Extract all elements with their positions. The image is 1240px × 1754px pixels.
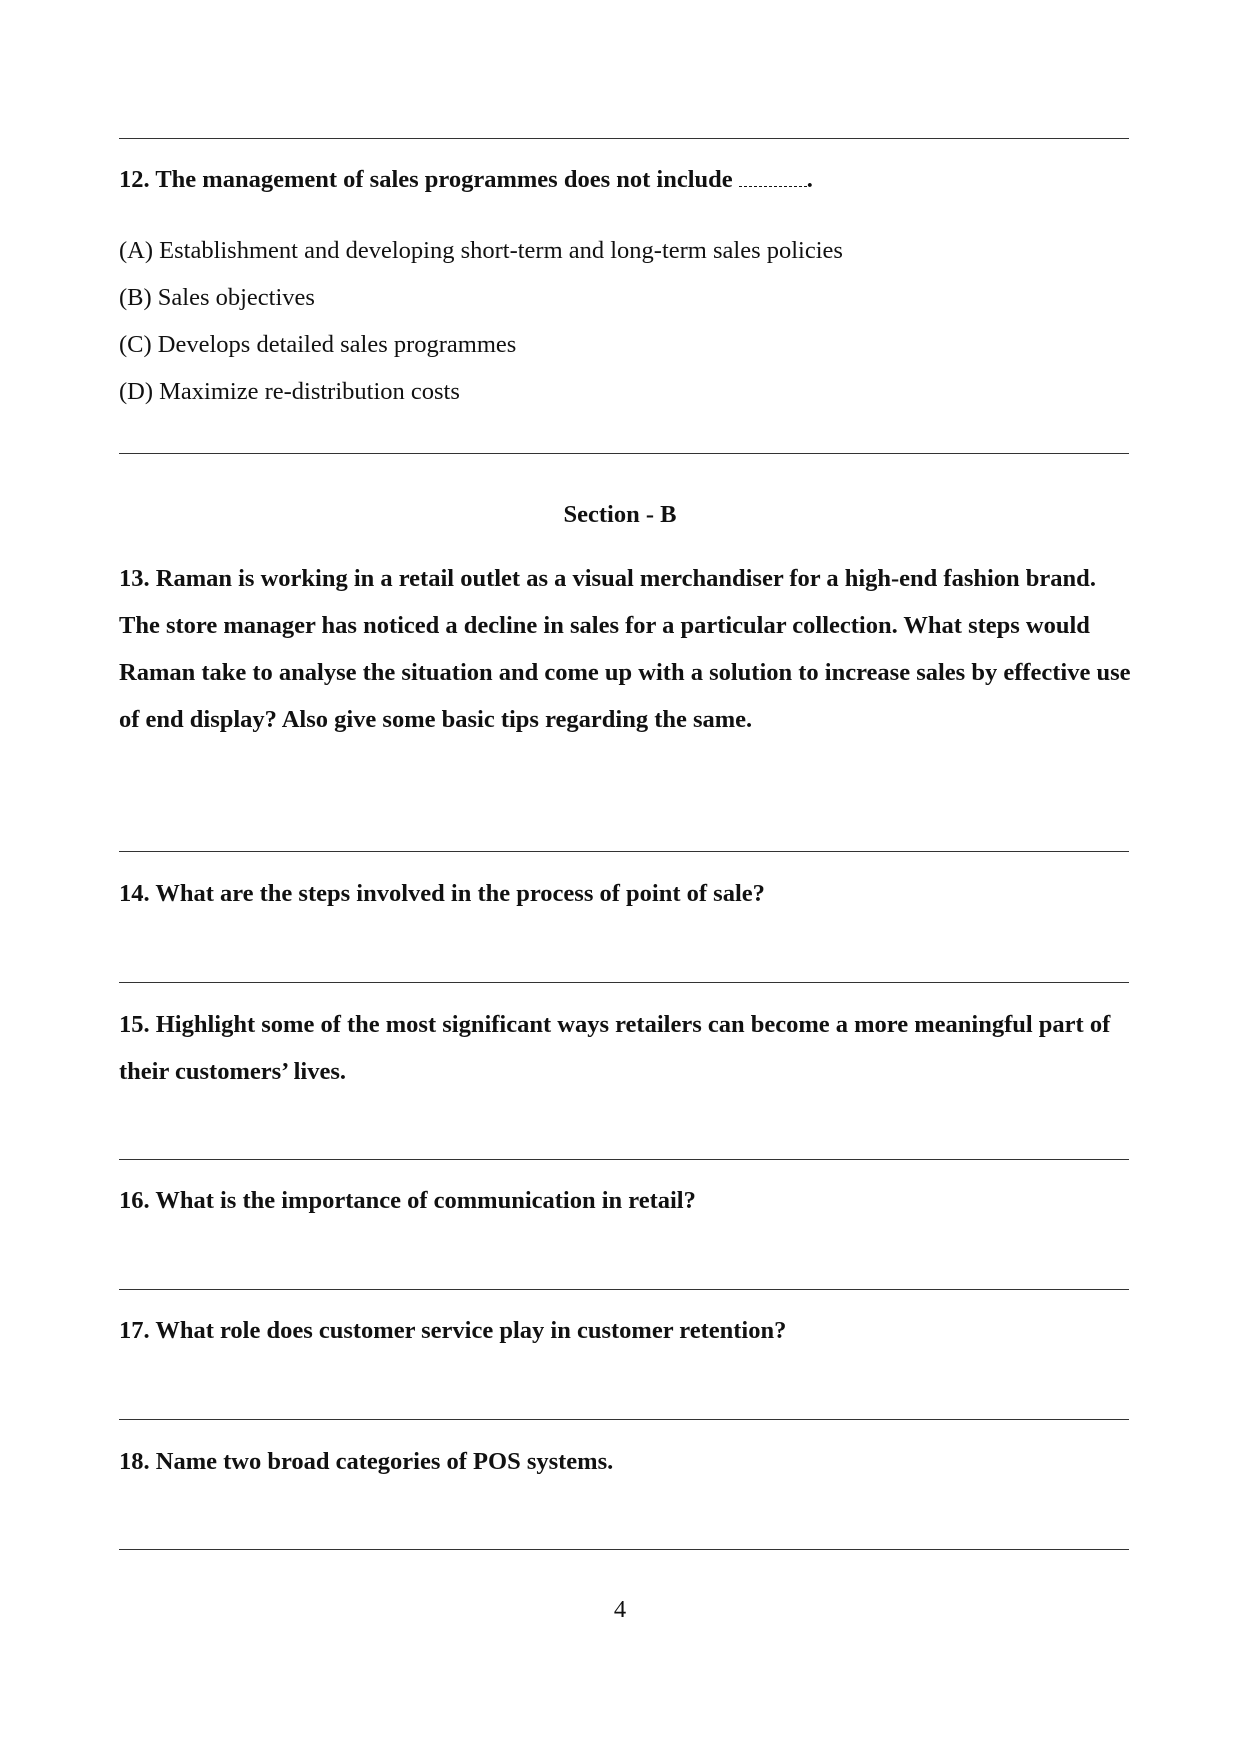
divider: [119, 1159, 1129, 1160]
divider: [119, 453, 1129, 454]
divider: [119, 851, 1129, 852]
divider: [119, 138, 1129, 139]
option-b: (B) Sales objectives: [119, 284, 315, 311]
question-number: 13.: [119, 565, 150, 592]
question-number: 16.: [119, 1187, 150, 1214]
question-14: [119, 870, 1131, 917]
question-text: Highlight some of the most significant ways retailers can become a more meaningful part of their customers’ lives.: [119, 1011, 1111, 1085]
question-text: What are the steps involved in the process of point of sale?: [155, 880, 765, 907]
question-text: What is the importance of communication in retail?: [155, 1187, 696, 1214]
divider: [119, 1289, 1129, 1290]
question-number: 14.: [119, 880, 150, 907]
question-18: [119, 1438, 1131, 1485]
divider: [119, 1419, 1129, 1420]
question-text: Name two broad categories of POS systems.: [155, 1448, 614, 1475]
question-15: [119, 1001, 1131, 1095]
option-c: (C) Develops detailed sales programmes: [119, 331, 517, 358]
question-text: Raman is working in a retail outlet as a visual merchandiser for a high-end fashion brand. The store manager has noticed a decline in sales for a particular collection. What steps would Raman take to analyse the situation and come up with a solution to increase sales by effective use of end display? Also give some basic tips regarding the same.: [119, 565, 1131, 733]
divider: [119, 982, 1129, 983]
question-number: 17.: [119, 1317, 150, 1344]
page-number: 4: [613, 1596, 627, 1623]
question-number: 12.: [119, 166, 150, 193]
question-text: The management of sales programmes does not include: [155, 166, 733, 193]
question-end: .: [806, 166, 813, 193]
question-number: 18.: [119, 1448, 150, 1475]
question-16: [119, 1177, 1131, 1224]
option-d: (D) Maximize re-distribution costs: [119, 378, 460, 405]
divider: [119, 1549, 1129, 1550]
section-heading: Section - B: [563, 501, 677, 528]
question-12: [119, 156, 1131, 203]
question-17: [119, 1307, 1131, 1354]
question-number: 15.: [119, 1011, 150, 1038]
question-text: What role does customer service play in customer retention?: [155, 1317, 787, 1344]
option-a: (A) Establishment and developing short-term and long-term sales policies: [119, 237, 843, 264]
answer-options: [119, 230, 843, 418]
answer-blank: [739, 168, 807, 187]
question-13: [119, 555, 1131, 743]
